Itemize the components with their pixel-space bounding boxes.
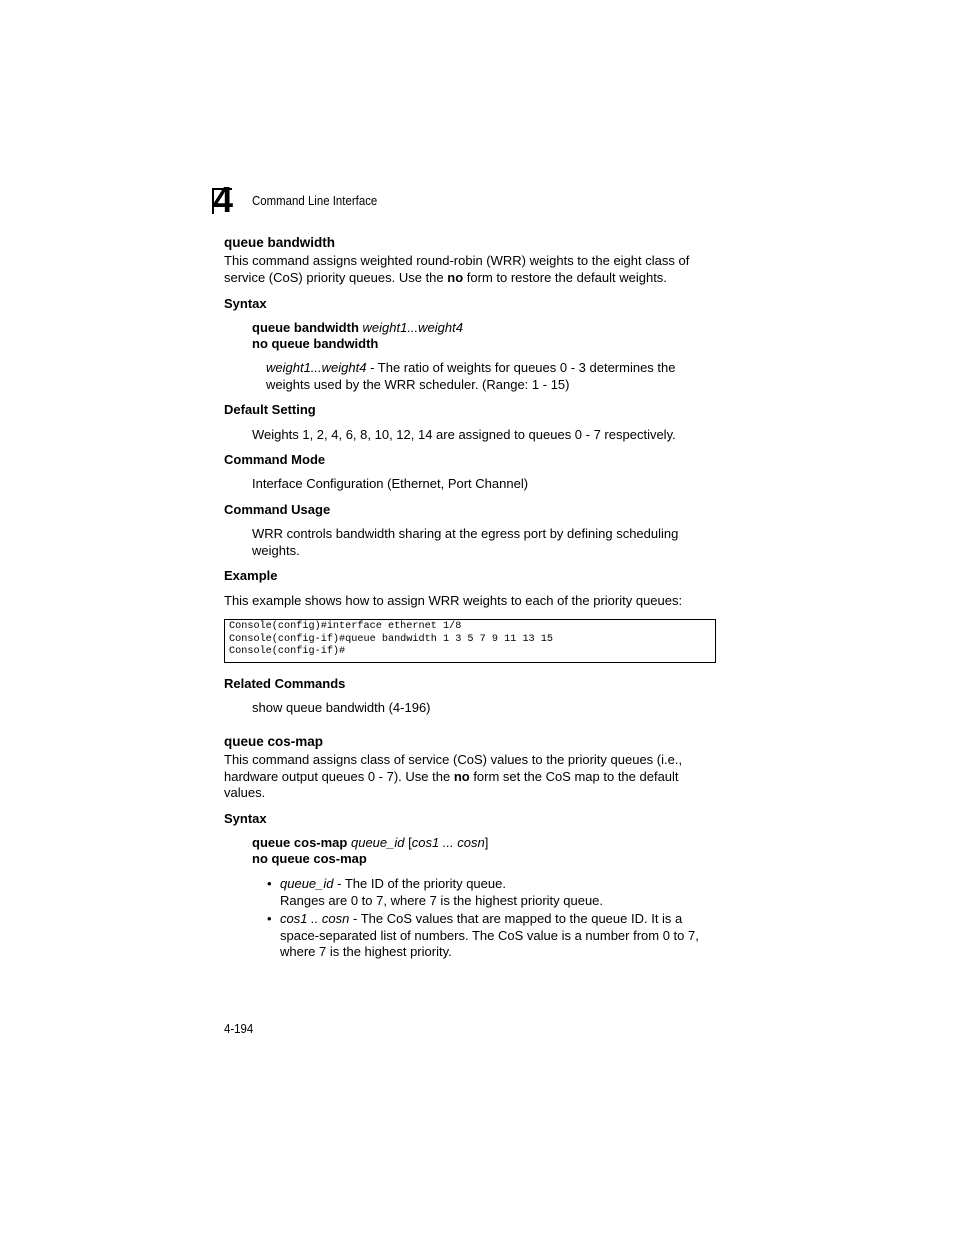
parameter-weights-line1: weight1...weight4 - The ratio of weights for queues 0 - 3 determines the <box>266 360 676 375</box>
section-title-queue-bandwidth: queue bandwidth <box>224 235 335 250</box>
example-heading: Example <box>224 568 278 583</box>
syntax-command-2: queue cos-map queue_id [cos1 ... cosn] <box>252 835 489 850</box>
syntax-no-command-2: no queue cos-map <box>252 851 367 866</box>
code-example: Console(config)#interface ethernet 1/8 Console(config-if)#queue bandwidth 1 3 5 7 9 11 13 15 Console(config-if)# <box>229 621 554 658</box>
syntax-heading: Syntax <box>224 296 267 311</box>
bullet-cos-line3: where 7 is the highest priority. <box>280 944 452 959</box>
parameter-weights-line2: weights used by the WRR scheduler. (Range: 1 - 15) <box>266 377 570 392</box>
bullet-2-marker: • <box>267 911 272 926</box>
default-setting-text: Weights 1, 2, 4, 6, 8, 10, 12, 14 are assigned to queues 0 - 7 respectively. <box>252 427 676 442</box>
code-example-box <box>224 619 716 663</box>
command-mode-text: Interface Configuration (Ethernet, Port Channel) <box>252 476 529 491</box>
command-usage-line2: weights. <box>252 543 300 558</box>
section2-desc-line3: values. <box>224 785 266 800</box>
related-command-link[interactable]: show queue bandwidth (4-196) <box>252 700 431 715</box>
section2-desc-line2: hardware output queues 0 - 7). Use the no form set the CoS map to the default <box>224 769 679 784</box>
section2-desc-line1: This command assigns class of service (CoS) values to the priority queues (i.e., <box>224 752 683 767</box>
bullet-cos-line1: cos1 .. cosn - The CoS values that are mapped to the queue ID. It is a <box>280 911 683 926</box>
command-usage-line1: WRR controls bandwidth sharing at the egress port by defining scheduling <box>252 526 679 541</box>
chapter-number: 4 <box>213 179 233 220</box>
example-text: This example shows how to assign WRR weights to each of the priority queues: <box>224 593 683 608</box>
syntax-heading-2: Syntax <box>224 811 267 826</box>
bullet-queue-id-line1: queue_id - The ID of the priority queue. <box>280 876 506 891</box>
bullet-queue-id-line2: Ranges are 0 to 7, where 7 is the highest priority queue. <box>280 893 604 908</box>
syntax-command: queue bandwidth weight1...weight4 <box>252 320 463 335</box>
command-mode-heading: Command Mode <box>224 452 326 467</box>
command-usage-heading: Command Usage <box>224 502 331 517</box>
bullet-1-marker: • <box>267 876 272 891</box>
section-title-queue-cos-map: queue cos-map <box>224 734 324 749</box>
chapter-title: Command Line Interface <box>252 193 378 208</box>
bullet-cos-line2: space-separated list of numbers. The CoS value is a number from 0 to 7, <box>280 928 699 943</box>
related-commands-heading: Related Commands <box>224 676 346 691</box>
syntax-no-command: no queue bandwidth <box>252 336 379 351</box>
default-setting-heading: Default Setting <box>224 402 316 417</box>
page-number: 4-194 <box>224 1021 254 1036</box>
section1-desc-line1: This command assigns weighted round-robin (WRR) weights to the eight class of <box>224 253 690 268</box>
section1-desc-line2: service (CoS) priority queues. Use the no form to restore the default weights. <box>224 270 667 285</box>
